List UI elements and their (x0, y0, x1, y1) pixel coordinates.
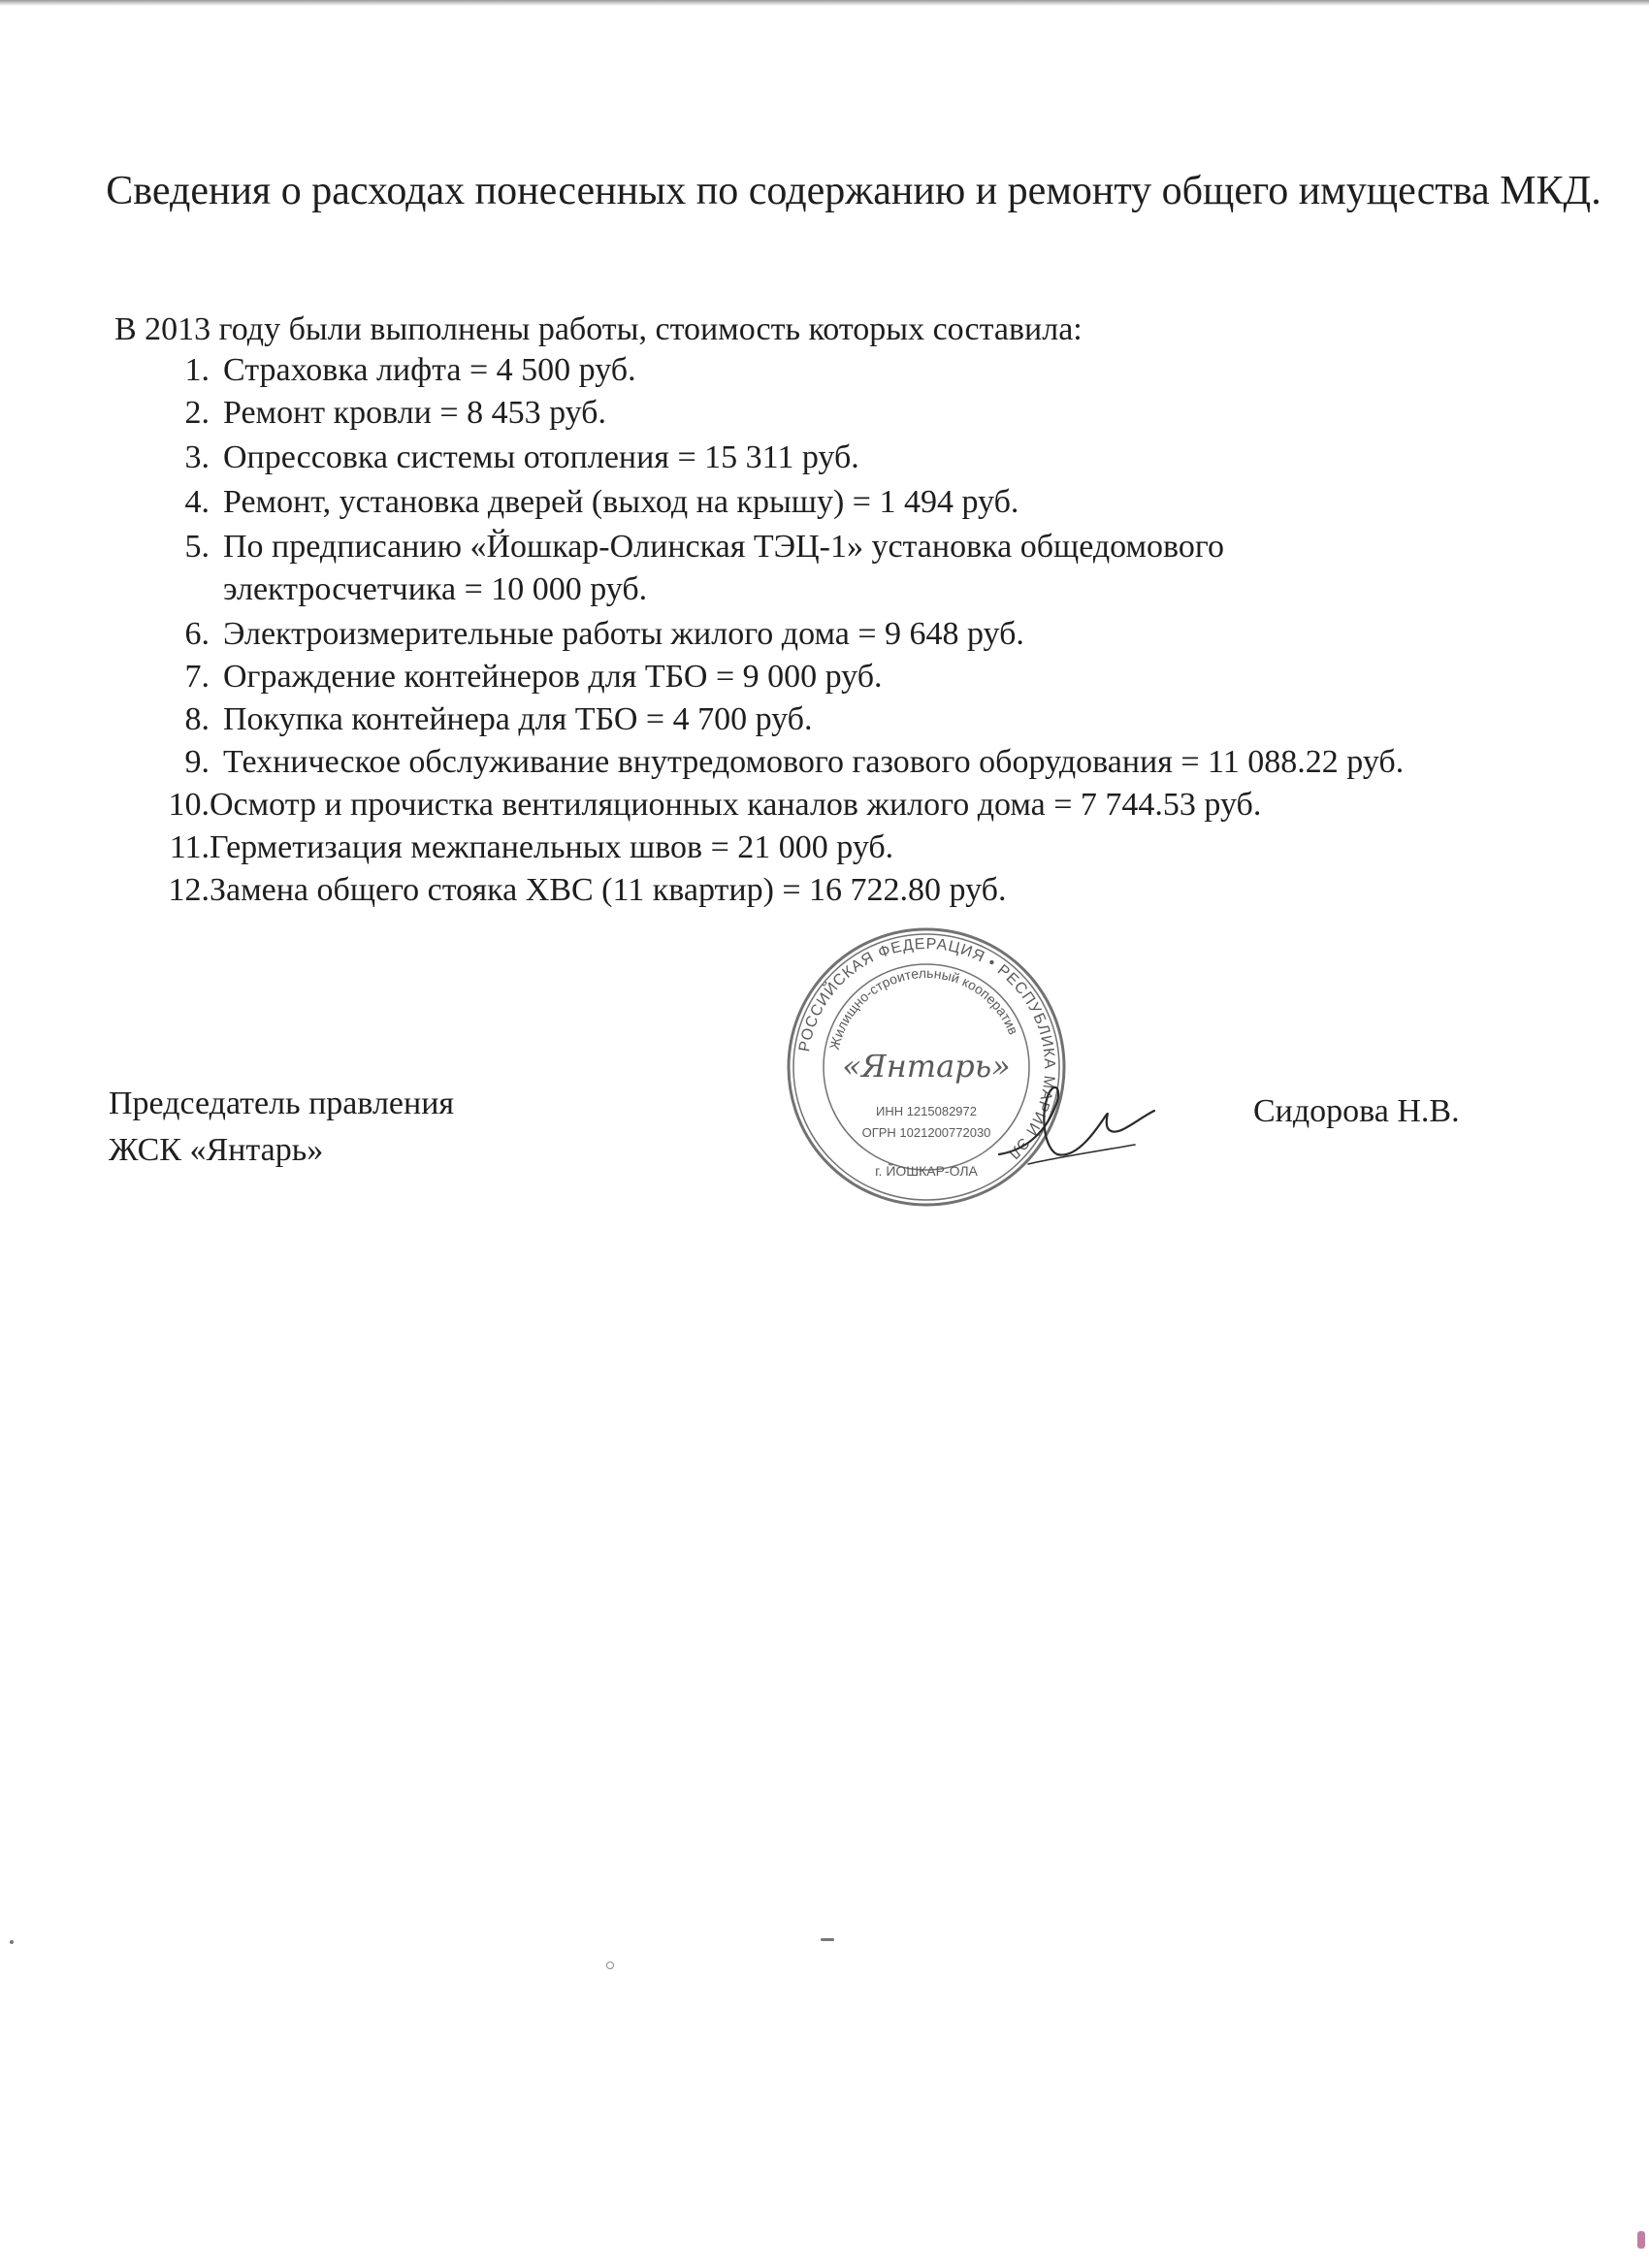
stamp-city: г. ЙОШКАР-ОЛА (875, 1163, 978, 1179)
list-item (161, 349, 1597, 392)
document-title: Сведения о расходах понесенных по содержанию и ремонту общего имущества МКД. (106, 169, 1601, 213)
expense-list (161, 349, 1597, 912)
stamp-center-text: «Янтарь» (842, 1048, 1011, 1085)
scan-speck (821, 1938, 834, 1941)
intro-text: В 2013 году были выполнены работы, стоимость которых составила: (114, 311, 1083, 347)
scan-speck (606, 1961, 614, 1969)
stamp-inn: ИНН 1215082972 (875, 1104, 978, 1118)
item-text: Ремонт, установка дверей (выход на крышу) = 1 494 руб. (223, 484, 1019, 520)
item-text: Страховка лифта = 4 500 руб. (223, 352, 636, 388)
item-text: Техническое обслуживание внутредомового газового оборудования = 11 088.22 руб. (223, 744, 1405, 780)
signatory-position (109, 1081, 454, 1174)
position-line: Председатель правления (109, 1085, 455, 1121)
item-text: Герметизация межпанельных швов = 21 000 руб. (210, 829, 894, 865)
item-number: 10. (168, 787, 210, 823)
list-item (161, 613, 1597, 656)
list-item (161, 656, 1597, 698)
stamp-ogrn: ОГРН 1021200772030 (861, 1125, 991, 1140)
item-text: Ограждение контейнеров для ТБО = 9 000 руб. (223, 659, 883, 695)
list-item (161, 526, 1597, 611)
list-item (161, 784, 1597, 826)
item-number: 4. (184, 484, 210, 520)
item-text: По предписанию «Йошкар-Олинская ТЭЦ-1» установка общедомового электросчетчика = 10 000 руб. (223, 529, 1224, 607)
scan-speck (1637, 2231, 1645, 2249)
scan-speck (10, 1940, 14, 1944)
item-text: Замена общего стояка ХВС (11 квартир) = 16 722.80 руб. (210, 872, 1007, 908)
item-number: 12. (168, 872, 210, 908)
list-item (161, 698, 1597, 741)
item-number: 9. (184, 744, 210, 780)
organization-line: ЖСК «Янтарь» (109, 1132, 324, 1168)
stamp-outer-text: РОССИЙСКАЯ ФЕДЕРАЦИЯ • РЕСПУБЛИКА МАРИЙ ЭЛ (796, 935, 1058, 1163)
item-text: Электроизмерительные работы жилого дома = 9 648 руб. (223, 616, 1024, 652)
list-item (161, 437, 1597, 479)
handwritten-signature (989, 1062, 1164, 1179)
item-number: 6. (184, 616, 210, 652)
list-item (161, 741, 1597, 784)
stamp-inner-text: Жилищно-строительный кооператив (825, 964, 1022, 1052)
item-text: Покупка контейнера для ТБО = 4 700 руб. (223, 701, 813, 737)
scan-edge (0, 0, 1649, 6)
item-number: 1. (184, 352, 210, 388)
list-item (161, 392, 1597, 435)
item-number: 11. (169, 829, 210, 865)
item-text: Осмотр и прочистка вентиляционных каналов жилого дома = 7 744.53 руб. (210, 787, 1262, 823)
item-text: Ремонт кровли = 8 453 руб. (223, 395, 606, 431)
list-item (161, 826, 1597, 869)
item-number: 5. (184, 529, 210, 565)
item-number: 2. (184, 395, 210, 431)
list-item (161, 481, 1597, 524)
signatory-name: Сидорова Н.В. (1253, 1093, 1460, 1129)
list-item (161, 869, 1597, 912)
item-text: Опрессовка системы отопления = 15 311 руб. (223, 439, 859, 475)
item-number: 3. (184, 439, 210, 475)
item-number: 7. (184, 659, 210, 695)
item-number: 8. (184, 701, 210, 737)
